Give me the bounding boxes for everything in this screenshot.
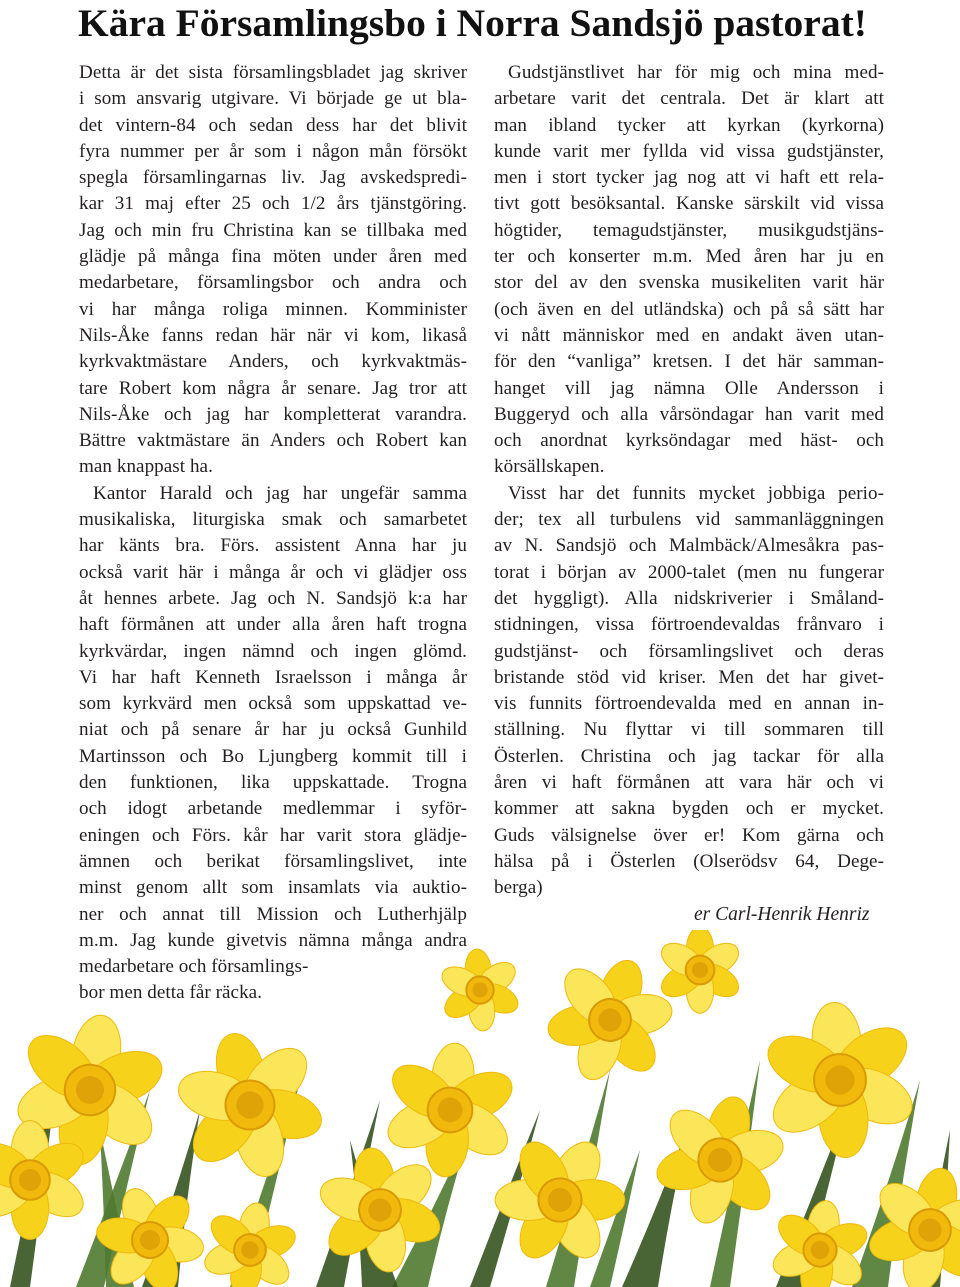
left-column-line: Martinsson och Bo Ljungberg kommit till i [79, 745, 467, 767]
right-column-line: vis funnits förtroendevalda med en annan in- [494, 693, 884, 715]
left-column-line: spegla församlingarnas liv. Jag avskedspredi- [79, 167, 467, 189]
left-column-line: också varit här i många år och vi glädjer oss [79, 561, 467, 583]
left-column-line: och idogt arbetande medlemmar i syför- [79, 798, 467, 820]
right-column-line: ställning. Nu flyttar vi till sommaren till [494, 719, 884, 741]
left-column-line: musikaliska, liturgiska smak och samarbetet [79, 509, 467, 531]
right-column-line: tivt gott besöksantal. Kanske särskilt vid vissa [494, 193, 884, 215]
left-column-line: haft förmånen att under alla åren haft trogna [79, 614, 467, 636]
right-column-line: av N. Sandsjö och Malmbäck/Almesåkra pas- [494, 535, 884, 557]
right-column-line: men i stort tycker jag nog att vi haft ett rela- [494, 167, 884, 189]
right-column-line: (och även en del utländska) och på så sätt har [494, 298, 884, 320]
right-column-line: Gudstjänstlivet har för mig och mina med- [508, 62, 884, 83]
left-column-line: man knappast ha. [79, 456, 213, 478]
left-column-line: kyrkvaktmästare Anders, och kyrkvaktmäs- [79, 351, 467, 373]
right-column-line: stidningen, vissa förtroendevaldas frånvaro i [494, 614, 884, 636]
right-column-line: Österlen. Christina och jag tackar för alla [494, 745, 884, 767]
right-column-line: det hyggligt). Alla nidskriverier i Småland- [494, 587, 884, 609]
right-column-line: kommer att sakna bygden och er mycket. [494, 798, 884, 820]
right-column-line: stor del av den svenska musikeliten varit här [494, 272, 884, 294]
left-column-line: det vintern-84 och sedan dess har det blivit [79, 114, 467, 136]
left-column-line: Detta är det sista församlingsbladet jag skriver [79, 62, 467, 83]
daffodil-flower [376, 1037, 524, 1182]
left-column-line: Nils-Åke fanns redan här när vi kom, likaså [79, 324, 467, 346]
left-column-line: ner och annat till Mission och Lutherhjälp [79, 903, 467, 925]
right-column-line: bristande stöd vid kriser. Men det har givet- [494, 666, 884, 688]
left-column-line: Jag och min fru Christina kan se tillbaka med [79, 219, 467, 241]
right-column-line: Guds välsignelse över er! Kom gärna och [494, 824, 884, 846]
daffodils-image [0, 930, 960, 1287]
right-column-line: ter och konserter m.m. Med åren har ju en [494, 246, 884, 268]
right-column-line: vi nått människor med en andakt även utan- [494, 324, 884, 346]
left-column-line: vi har många roliga minnen. Komminister [79, 298, 467, 320]
left-column-line: medarbetare och församlings- [79, 956, 309, 978]
left-column [79, 60, 467, 1007]
right-column-line: der; tex all turbulens vid sammanläggningen [494, 509, 884, 531]
left-column-line: tare Robert kom några år senare. Jag tror att [79, 377, 467, 399]
left-column-line: glädje på många fina möten under åren med [79, 246, 467, 268]
right-column-line: arbetare varit det centrala. Det är klart att [494, 88, 884, 110]
left-column-line: m.m. Jag kunde givetvis nämna många andra [79, 929, 467, 951]
right-column-line: berga) [494, 877, 543, 899]
left-column-line: ämnen och berikat församlingslivet, inte [79, 850, 467, 872]
right-column-line: torat i början av 2000-talet (men nu fungerar [494, 561, 884, 583]
right-column-line: Buggeryd och alla vårsöndagar han varit med [494, 403, 884, 425]
left-column-line: den funktionen, lika uppskattade. Trogna [79, 772, 467, 794]
left-column-line: niat och på senare år har ju också Gunhild [79, 719, 467, 741]
right-column-line: och anordnat kyrksöndagar med häst- och [494, 430, 884, 452]
right-column-line: hälsa på i Österlen (Olserödsv 64, Dege- [494, 850, 884, 872]
left-column-line: kar 31 maj efter 25 och 1/2 års tjänstgöring. [79, 193, 467, 215]
left-column-line: bor men detta får räcka. [79, 982, 263, 1004]
left-column-line: har känts bra. Förs. assistent Anna har ju [79, 535, 467, 557]
right-column-line: Visst har det funnits mycket jobbiga perio- [508, 482, 884, 504]
left-column-line: Nils-Åke och jag har kompletterat varandra. [79, 403, 467, 425]
right-column-line: kunde varit mer fyllda vid vissa gudstjänster, [494, 140, 884, 162]
daffodil-flower [194, 1195, 306, 1287]
right-column-line: hanget vill jag nämna Olle Andersson i [494, 377, 884, 399]
left-column-line: kyrkvärdar, ingen nämnd och ingen glömd. [79, 640, 467, 662]
daffodil-flower [656, 930, 744, 1013]
right-column-line: för den “vanliga” kretsen. I det här samman- [494, 351, 884, 373]
headline: Kära Församlingsbo i Norra Sandsjö pastorat! [78, 1, 867, 45]
left-column-line: som kyrkvärd men också som uppskattad ve- [79, 693, 467, 715]
left-column-line: minst genom allt som insamlats via auktio- [79, 877, 467, 899]
signature: er Carl-Henrik Henriz [694, 904, 870, 925]
left-column-line: Vi har haft Kenneth Israelsson i många år [79, 666, 467, 688]
left-column-line: eningen och Förs. kår har varit stora glädje- [79, 824, 467, 846]
daffodil-flower [435, 945, 526, 1034]
daffodil-flower [763, 1194, 878, 1287]
left-column-line: medarbetare, församlingsbor och andra och [79, 272, 467, 294]
right-column-line: gudstjänst- och församlingslivet och deras [494, 640, 884, 662]
right-column [494, 60, 884, 902]
right-column-line: åren vi haft förmånen att vara här och vi [494, 772, 884, 794]
right-column-line: körsällskapen. [494, 456, 605, 478]
right-column-line: högtider, temagudstjänster, musikgudstjäns- [494, 219, 884, 241]
left-column-line: i som ansvarig utgivare. Vi började ge ut bla- [79, 88, 467, 110]
left-column-line: fyra nummer per år som i någon mån försökt [79, 140, 467, 162]
left-column-line: Bättre vaktmästare än Anders och Robert kan [79, 430, 467, 452]
left-column-line: Kantor Harald och jag har ungefär samma [93, 482, 467, 504]
left-column-line: åt hennes arbete. Jag och N. Sandsjö k:a har [79, 587, 467, 609]
right-column-line: man ibland tycker att kyrkan (kyrkorna) [494, 114, 884, 136]
